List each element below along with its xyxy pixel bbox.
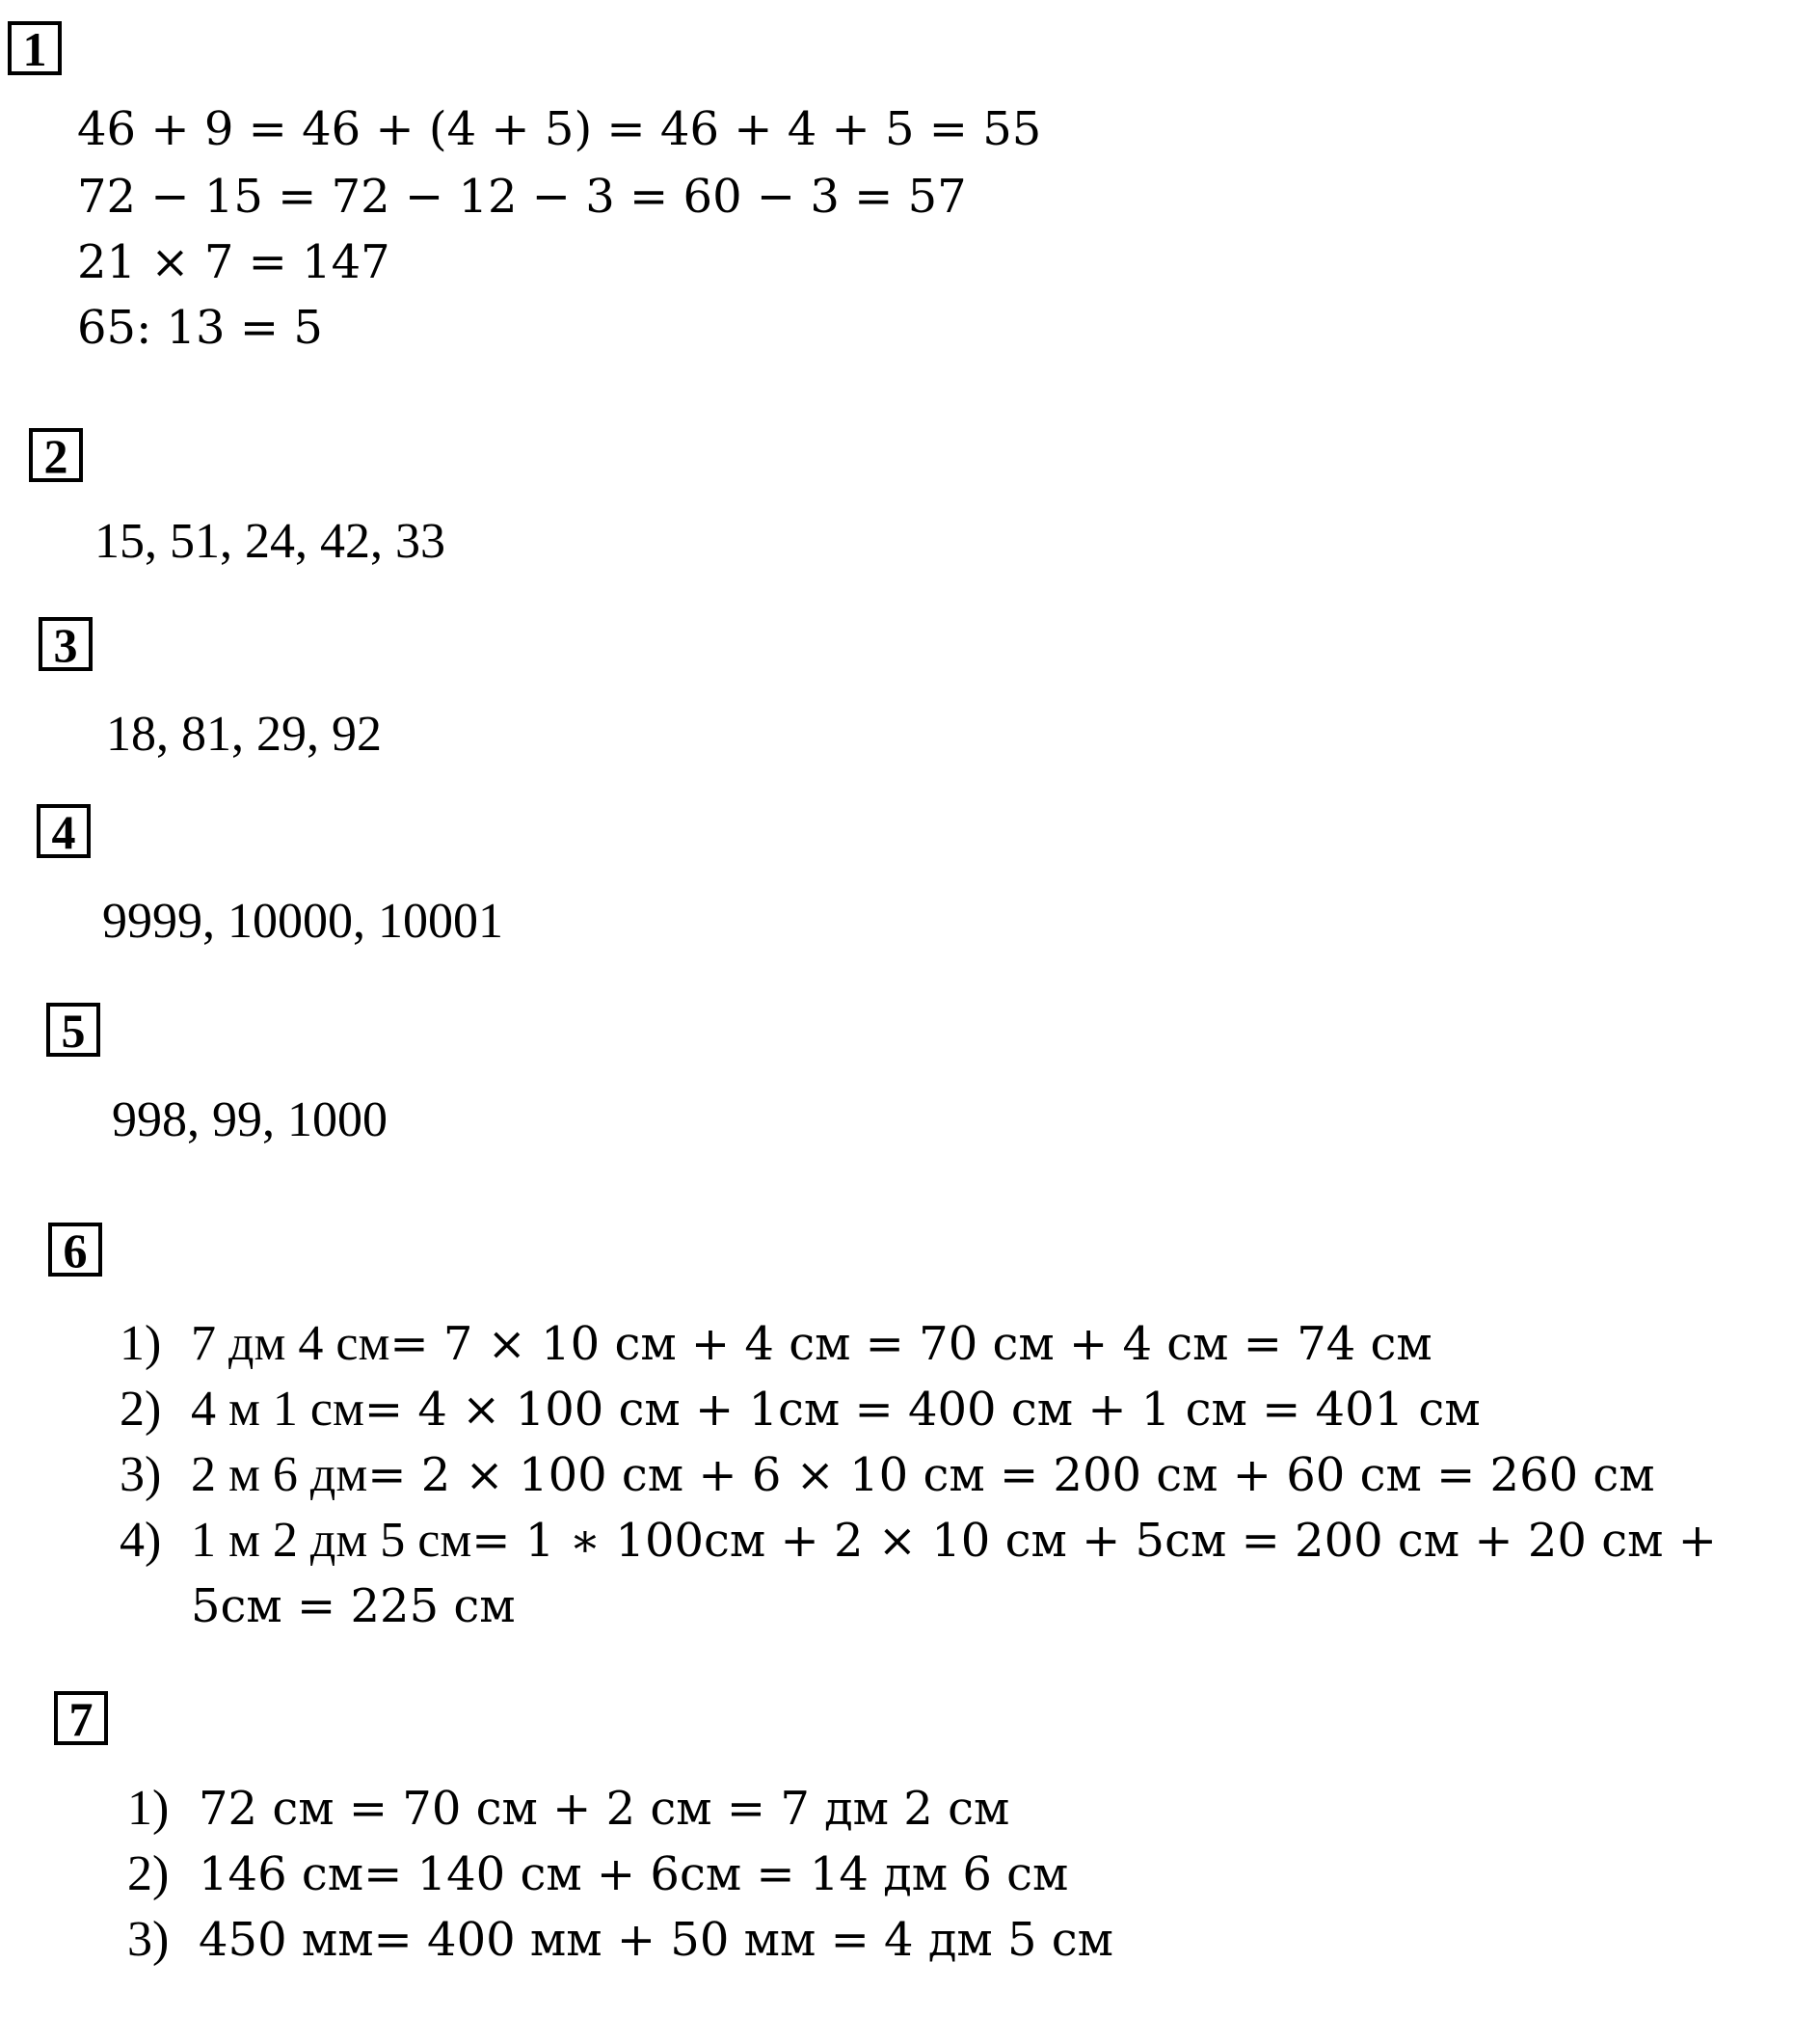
item-expression: 72 см = 70 см + 2 см = 7 дм 2 см bbox=[199, 1782, 1010, 1836]
task-5-number: 5 bbox=[46, 1003, 100, 1057]
item-expression: = 2 × 100 см + 6 × 10 см = 200 см + 60 см = 260 см bbox=[367, 1448, 1655, 1502]
item-number: 1) bbox=[120, 1316, 162, 1371]
task-3-answer: 18, 81, 29, 92 bbox=[106, 707, 382, 762]
task-4-answer: 9999, 10000, 10001 bbox=[102, 894, 503, 949]
item-number: 3) bbox=[120, 1447, 162, 1502]
task-3-number: 3 bbox=[39, 617, 93, 671]
task-6-number: 6 bbox=[48, 1223, 102, 1277]
item-quantity: 1 м 2 дм 5 см bbox=[191, 1513, 472, 1568]
task-4-number: 4 bbox=[37, 804, 91, 858]
item-expression: 450 мм= 400 мм + 50 мм = 4 дм 5 см bbox=[199, 1913, 1114, 1967]
task-1-line-2: 72 − 15 = 72 − 12 − 3 = 60 − 3 = 57 bbox=[77, 170, 967, 224]
item-quantity: 4 м 1 см bbox=[191, 1382, 364, 1437]
task-1-number: 1 bbox=[8, 21, 62, 75]
item-quantity: 2 м 6 дм bbox=[191, 1447, 368, 1502]
item-expression: 146 см= 140 см + 6см = 14 дм 6 см bbox=[199, 1847, 1069, 1901]
item-expression: = 1 ∗ 100см + 2 × 10 см + 5см = 200 см + 20 см + bbox=[471, 1514, 1717, 1568]
item-expression: = 7 × 10 см + 4 см = 70 см + 4 см = 74 см bbox=[389, 1317, 1432, 1371]
task-1-line-3: 21 × 7 = 147 bbox=[77, 235, 390, 289]
task-1-line-1: 46 + 9 = 46 + (4 + 5) = 46 + 4 + 5 = 55 bbox=[77, 102, 1042, 156]
item-number: 1) bbox=[127, 1781, 170, 1836]
item-number: 2) bbox=[120, 1382, 162, 1437]
task-7-item-3 bbox=[127, 1907, 1113, 1984]
task-5-answer: 998, 99, 1000 bbox=[112, 1092, 388, 1147]
task-2-answer: 15, 51, 24, 42, 33 bbox=[94, 514, 445, 569]
task-6-item-4-continuation: 5см = 225 см bbox=[191, 1579, 516, 1633]
task-1-line-4: 65: 13 = 5 bbox=[77, 301, 323, 355]
item-quantity: 7 дм 4 см bbox=[191, 1316, 390, 1371]
item-number: 4) bbox=[120, 1513, 162, 1568]
task-7-number: 7 bbox=[54, 1691, 108, 1745]
item-number: 3) bbox=[127, 1912, 170, 1967]
task-2-number: 2 bbox=[29, 428, 83, 482]
item-number: 2) bbox=[127, 1846, 170, 1901]
item-expression: = 4 × 100 см + 1см = 400 см + 1 см = 401 см bbox=[363, 1383, 1481, 1437]
